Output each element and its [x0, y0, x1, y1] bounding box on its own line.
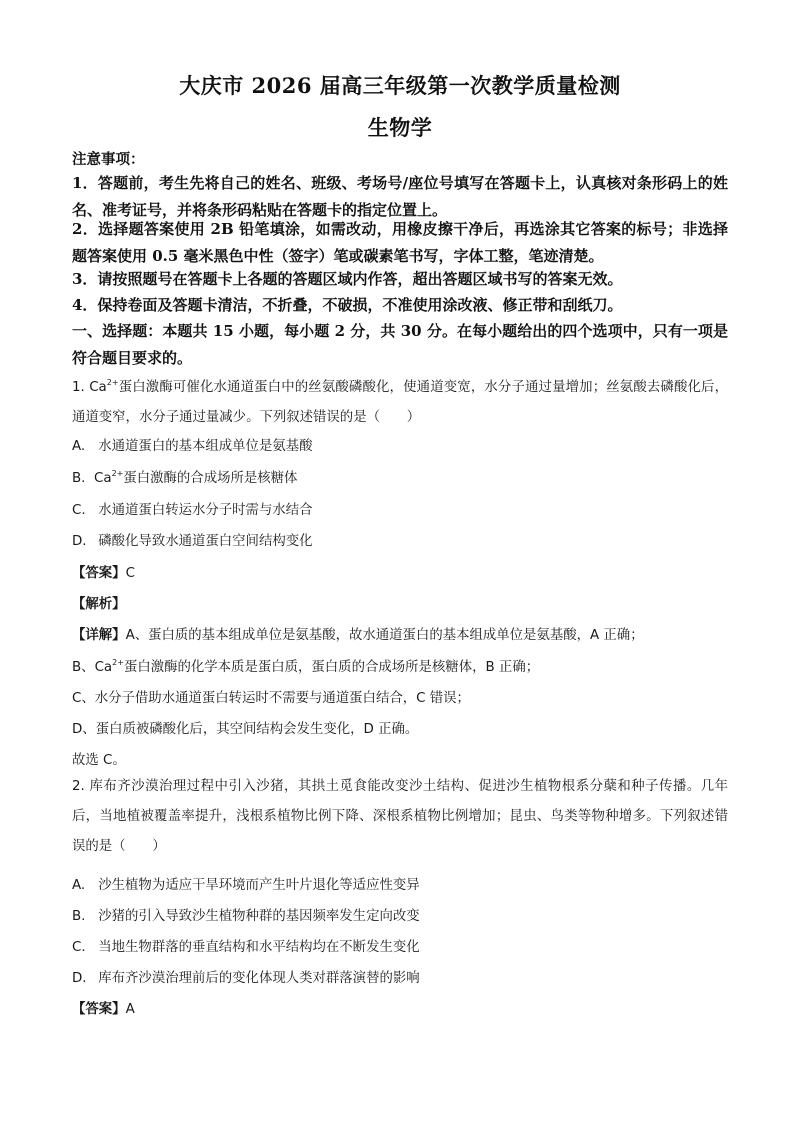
notice-item-4: 4．保持卷面及答题卡清洁，不折叠，不破损，不准使用涂改液、修正带和刮纸刀。	[72, 296, 623, 314]
question-1-conclusion: 故选 C。	[72, 753, 126, 768]
notice-item-3: 3．请按照题号在答题卡上各题的答题区域内作答，超出答题区域书写的答案无效。	[72, 270, 623, 288]
question-2-option-b: B. 沙猪的引入导致沙生植物种群的基因频率发生定向改变	[72, 909, 420, 924]
question-1-detail-d: D、蛋白质被磷酸化后，其空间结构会发生变化，D 正确。	[72, 722, 419, 737]
question-number: 1.	[72, 380, 90, 395]
question-2-option-d: D. 库布齐沙漠治理前后的变化体现人类对群落演替的影响	[72, 971, 420, 986]
question-2-option-a: A. 沙生植物为适应干旱环境而产生叶片退化等适应性变异	[72, 878, 420, 893]
question-2-option-c: C. 当地生物群落的垂直结构和水平结构均在不断发生变化	[72, 940, 420, 955]
notice-item-1: 1．答题前，考生先将自己的姓名、班级、考场号/座位号填写在答题卡上，认真核对条形码上的姓名、准考证号，并将条形码粘贴在答题卡的指定位置上。	[72, 174, 728, 219]
notice-heading: 注意事项：	[72, 151, 145, 168]
question-1-stem: 1. $Ca^{2+}$蛋白激酶可催化水通道蛋白中的丝氨酸磷酸化，使通道变宽，水分子通过量增加；丝氨酸去磷酸化后，通道变窄，水分子通过量减少。下列叙述错误的是（ ）	[72, 378, 728, 425]
question-1-option-d: D. 磷酸化导致水通道蛋白空间结构变化	[72, 534, 313, 549]
question-2-stem: 2. 库布齐沙漠治理过程中引入沙猪，其拱土觅食能改变沙土结构、促进沙生植物根系分蘖和种子传播。几年后，当地植被覆盖率提升，浅根系植物比例下降、深根系植物比例增加；昆虫、鸟类等物种增多。下列叙述错误的是（ ）	[72, 779, 728, 854]
question-1-detail-c: C、水分子借助水通道蛋白转运时不需要与通道蛋白结合，C 错误；	[72, 691, 470, 706]
question-2-answer: 【答案】A	[72, 1002, 135, 1017]
section-heading: 一、选择题：本题共 15 小题，每小题 2 分，共 30 分。在每小题给出的四个选项中，只有一项是符合题目要求的。	[72, 322, 728, 367]
question-1-analysis-tag: 【解析】	[72, 597, 126, 612]
question-1-answer: 【答案】C	[72, 566, 135, 581]
question-1-detail-a: 【详解】A、蛋白质的基本组成单位是氨基酸，故水通道蛋白的基本组成单位是氨基酸，A 正确；	[72, 628, 644, 643]
question-1-detail-b: B、$Ca^{2+}$蛋白激酶的化学本质是蛋白质，蛋白质的合成场所是核糖体，B 正确；	[72, 658, 540, 675]
question-1-option-b: B. $Ca^{2+}$蛋白激酶的合成场所是核糖体	[72, 469, 298, 486]
notice-item-2: 2．选择题答案使用 2B 铅笔填涂，如需改动，用橡皮擦干净后，再选涂其它答案的标号；非选择题答案使用 0.5 毫米黑色中性（签字）笔或碳素笔书写，字体工整，笔迹清楚。	[72, 220, 728, 265]
question-1-option-c: C. 水通道蛋白转运水分子时需与水结合	[72, 503, 313, 518]
question-1-option-a: A. 水通道蛋白的基本组成单位是氨基酸	[72, 439, 313, 454]
subject-title: 生物学	[367, 115, 433, 140]
exam-title: 大庆市 2026 届高三年级第一次教学质量检测	[179, 73, 621, 98]
